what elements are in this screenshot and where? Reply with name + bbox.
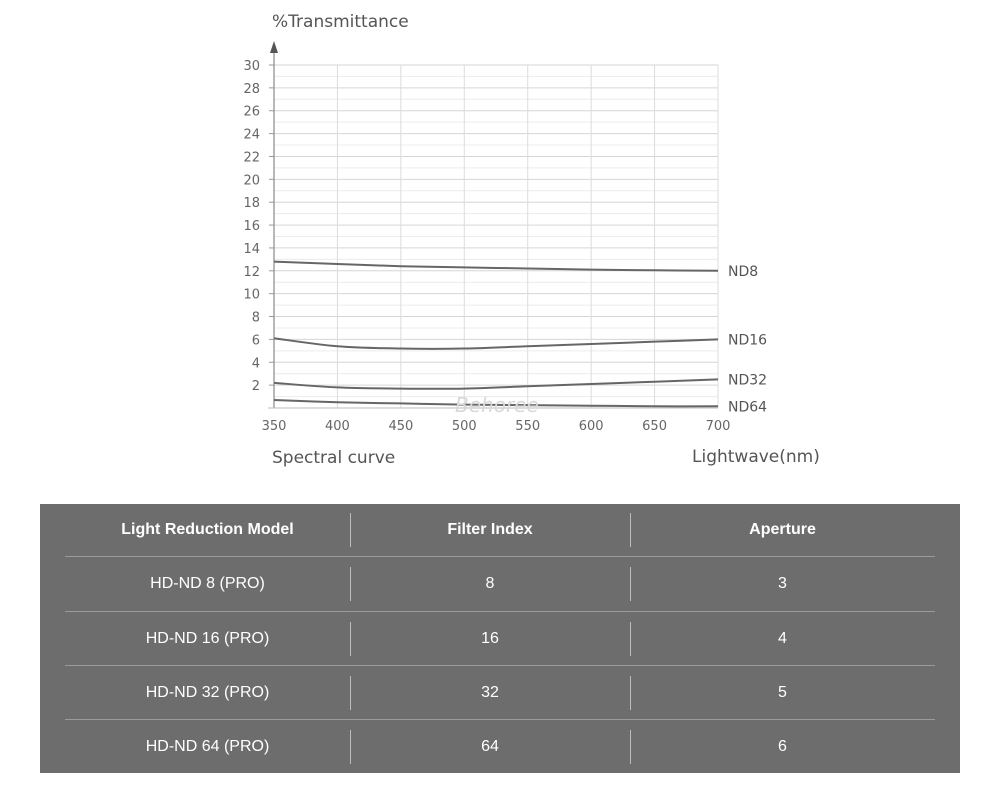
x-tick-label: 350 (261, 419, 287, 434)
y-tick-label: 28 (243, 81, 260, 97)
cell-filter-index (350, 612, 630, 665)
cell-aperture (630, 720, 935, 773)
column-divider (630, 730, 631, 764)
cell-model: HD-ND 8 (PRO) (150, 574, 265, 592)
y-tick-label: 2 (251, 379, 260, 395)
y-tick-label: 14 (243, 241, 260, 257)
cell-aperture (630, 612, 935, 665)
x-tick-label: 700 (705, 419, 731, 434)
series-label-nd8: ND8 (728, 263, 759, 280)
cell-filter-index-value: 16 (481, 629, 499, 647)
x-tick-label: 400 (325, 419, 350, 434)
cell-filter-index-value: 32 (481, 683, 499, 701)
cell-aperture-value: 3 (778, 574, 787, 592)
y-tick-label: 16 (243, 219, 260, 235)
y-axis-arrow (270, 41, 278, 53)
cell-model: HD-ND 32 (PRO) (145, 683, 270, 701)
table-header-row (65, 504, 935, 556)
column-divider (630, 567, 631, 601)
cell-filter-index (350, 557, 630, 610)
cell-aperture (630, 666, 935, 719)
y-tick-label: 22 (243, 150, 260, 166)
cell-filter-index-value: 64 (481, 737, 499, 755)
cell-aperture-value: 5 (778, 683, 787, 701)
y-tick-label: 26 (243, 104, 260, 120)
column-divider (630, 513, 631, 547)
y-tick-label: 6 (251, 333, 260, 349)
x-tick-label: 550 (515, 419, 541, 434)
cell-model: HD-ND 16 (PRO) (145, 629, 270, 647)
column-divider (350, 513, 351, 547)
column-divider (350, 676, 351, 710)
watermark: Behoree (455, 393, 539, 417)
cell-model: HD-ND 64 (PRO) (145, 737, 270, 755)
table-row (65, 611, 935, 665)
series-label-nd32: ND32 (728, 372, 768, 389)
y-tick-label: 18 (243, 196, 260, 212)
column-divider (630, 622, 631, 656)
table-row (65, 556, 935, 610)
y-tick-label: 8 (251, 310, 260, 326)
y-axis-title: %Transmittance (272, 12, 409, 32)
cell-filter-index-value: 8 (485, 574, 495, 592)
x-tick-label: 600 (578, 419, 604, 434)
column-divider (350, 730, 351, 764)
y-tick-label: 30 (243, 59, 260, 74)
x-tick-label: 450 (388, 419, 414, 434)
chart-caption: Spectral curve (272, 448, 396, 468)
cell-filter-index (350, 666, 630, 719)
table-row (65, 719, 935, 773)
column-divider (350, 567, 351, 601)
column-divider (350, 622, 351, 656)
cell-filter-index (350, 720, 630, 773)
x-axis-title: Lightwave(nm) (692, 447, 820, 467)
header-aperture-label: Aperture (749, 521, 816, 538)
cell-aperture (630, 557, 935, 610)
header-filter-index-label: Filter Index (447, 521, 533, 538)
y-tick-label: 10 (243, 287, 260, 303)
spec-table (40, 504, 960, 773)
y-tick-label: 4 (251, 356, 260, 372)
y-tick-label: 20 (243, 173, 260, 189)
y-tick-label: 24 (243, 127, 260, 143)
cell-aperture-value: 4 (778, 629, 787, 647)
x-tick-label: 500 (451, 419, 477, 434)
header-model: Light Reduction Model (121, 521, 294, 538)
y-tick-label: 12 (243, 264, 260, 280)
cell-aperture-value: 6 (778, 737, 787, 755)
x-tick-label: 650 (642, 419, 667, 434)
table-row (65, 665, 935, 719)
header-aperture (630, 504, 935, 556)
series-line-nd32 (274, 379, 718, 388)
header-filter-index (350, 504, 630, 556)
series-label-nd64: ND64 (728, 399, 768, 416)
series-line-nd8 (274, 262, 718, 271)
column-divider (630, 676, 631, 710)
series-label-nd16: ND16 (728, 332, 768, 349)
